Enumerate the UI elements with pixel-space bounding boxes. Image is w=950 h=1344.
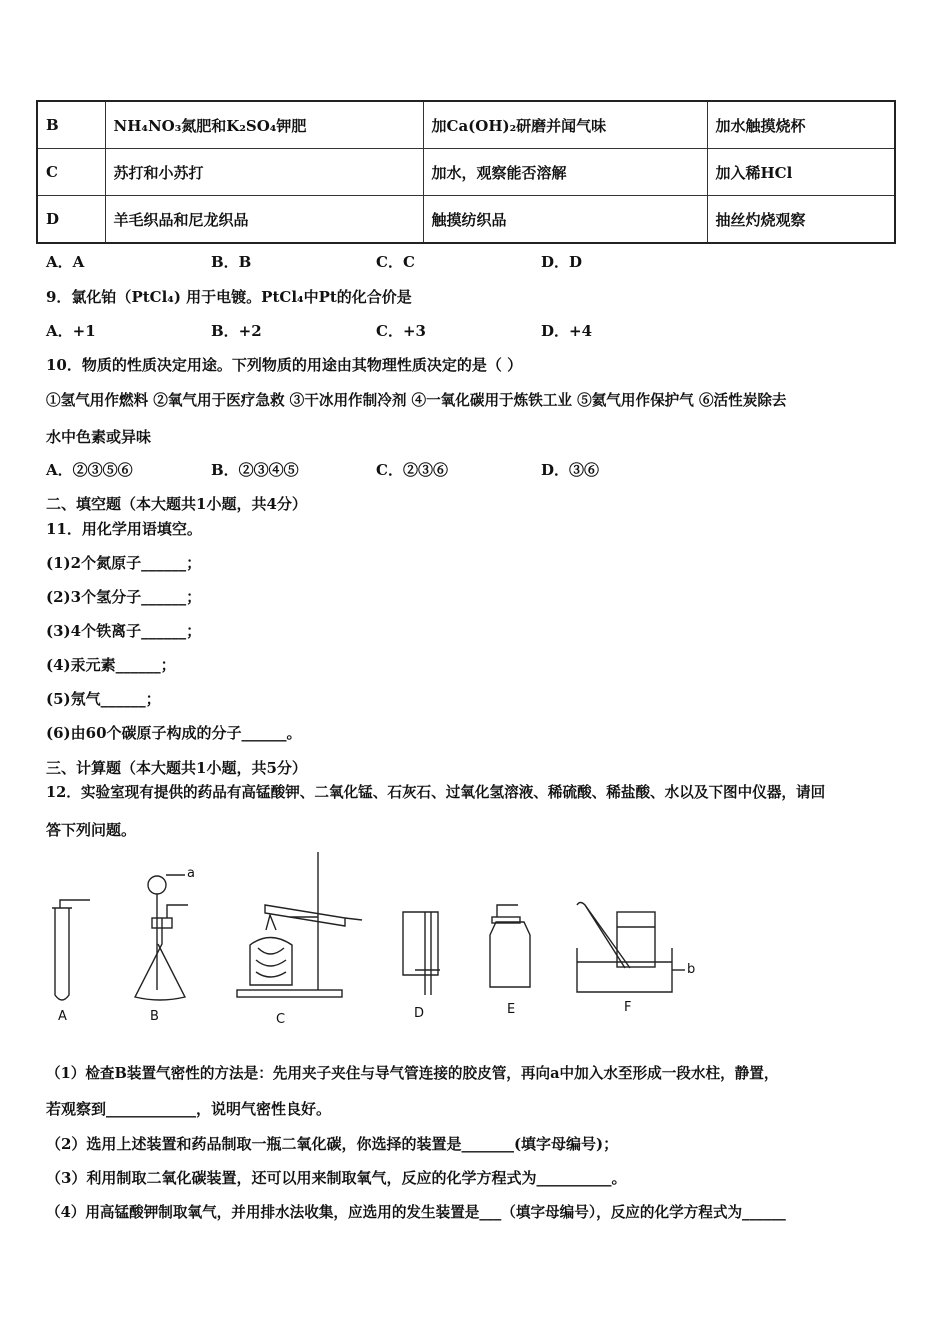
figure-label: a xyxy=(187,866,195,881)
figure-label: b xyxy=(687,962,696,977)
option: A．A xyxy=(46,253,85,271)
row-item: 苏打和小苏打 xyxy=(105,149,423,196)
option: D．D xyxy=(541,253,583,271)
q12-sub3: （3）利用制取二氧化碳装置，还可以用来制取氧气，反应的化学方程式为__________。 xyxy=(46,1169,627,1187)
row-item: NH₄NO₃氮肥和K₂SO₄钾肥 xyxy=(105,101,423,149)
row-label: D xyxy=(37,196,105,244)
apparatus-b xyxy=(135,875,188,1000)
row-item: 羊毛织品和尼龙织品 xyxy=(105,196,423,244)
apparatus-a xyxy=(52,900,90,1000)
option: B．②③④⑤ xyxy=(211,461,299,479)
apparatus-c xyxy=(237,852,362,997)
option: B．B xyxy=(211,253,252,271)
q11-item: (4)汞元素______； xyxy=(46,656,176,674)
figure-label: A xyxy=(58,1009,67,1024)
figure-label: F xyxy=(624,1000,632,1015)
option: D．③⑥ xyxy=(541,461,600,479)
apparatus-e xyxy=(490,905,530,987)
apparatus-d xyxy=(403,912,440,995)
q11-item: (6)由60个碳原子构成的分子______。 xyxy=(46,724,302,742)
row-method1: 加Ca(OH)₂研磨并闻气味 xyxy=(423,101,707,149)
q11-stem: 11．用化学用语填空。 xyxy=(46,520,202,538)
section-heading: 三、计算题（本大题共1小题，共5分） xyxy=(46,759,307,777)
q11-item: (2)3个氢分子______； xyxy=(46,588,202,606)
option: B．+2 xyxy=(211,322,262,340)
option: D．+4 xyxy=(541,322,593,340)
option: C．+3 xyxy=(376,322,426,340)
option: C．C xyxy=(376,253,415,271)
figure-label: E xyxy=(507,1002,516,1017)
row-label: B xyxy=(37,101,105,149)
row-label: C xyxy=(37,149,105,196)
q10-stem: 10．物质的性质决定用途。下列物质的用途由其物理性质决定的是（ ） xyxy=(46,356,523,374)
q11-item: (3)4个铁离子______； xyxy=(46,622,202,640)
q11-item: (1)2个氮原子______； xyxy=(46,554,202,572)
q12-sub2: （2）选用上述装置和药品制取一瓶二氧化碳，你选择的装置是_______(填字母编号)； xyxy=(46,1135,619,1153)
q12-sub1: （1）检查B装置气密性的方法是：先用夹子夹住与导气管连接的胶皮管，再向a中加入水至形成一段水柱，静置， xyxy=(46,1065,779,1082)
q12-sub4: （4）用高锰酸钾制取氧气，并用排水法收集，应选用的发生装置是___（填字母编号），反应的化学方程式为______ xyxy=(46,1204,786,1221)
q12-sub1-cont: 若观察到____________，说明气密性良好。 xyxy=(46,1100,332,1118)
q12-stem: 12．实验室现有提供的药品有高锰酸钾、二氧化锰、石灰石、过氧化氢溶液、稀硫酸、稀盐酸、水以及下图中仪器，请回 xyxy=(46,784,826,801)
option: A．+1 xyxy=(46,322,96,340)
option: A．②③⑤⑥ xyxy=(46,461,133,479)
row-method1: 触摸纺织品 xyxy=(423,196,707,244)
q11-item: (5)氖气______； xyxy=(46,690,161,708)
figure-label: D xyxy=(414,1006,425,1021)
section-heading: 二、填空题（本大题共1小题，共4分） xyxy=(46,495,307,513)
q9-stem: 9．氯化铂（PtCl₄) 用于电镀。PtCl₄中Pt的化合价是 xyxy=(46,288,412,306)
option: C．②③⑥ xyxy=(376,461,448,479)
row-method2: 加入稀HCl xyxy=(707,149,895,196)
q12-stem-cont: 答下列问题。 xyxy=(46,821,137,839)
row-method2: 加水触摸烧杯 xyxy=(707,101,895,149)
row-method2: 抽丝灼烧观察 xyxy=(707,196,895,244)
figure-label: B xyxy=(150,1009,159,1024)
q10-line2: 水中色素或异味 xyxy=(46,428,152,446)
row-method1: 加水，观察能否溶解 xyxy=(423,149,707,196)
figure-label: C xyxy=(276,1012,286,1027)
apparatus-f xyxy=(577,903,685,993)
q10-line1: ①氢气用作燃料 ②氧气用于医疗急救 ③干冰用作制冷剂 ④一氧化碳用于炼铁工业 ⑤氦气用作保护气 ⑥活性炭除去 xyxy=(46,392,787,409)
